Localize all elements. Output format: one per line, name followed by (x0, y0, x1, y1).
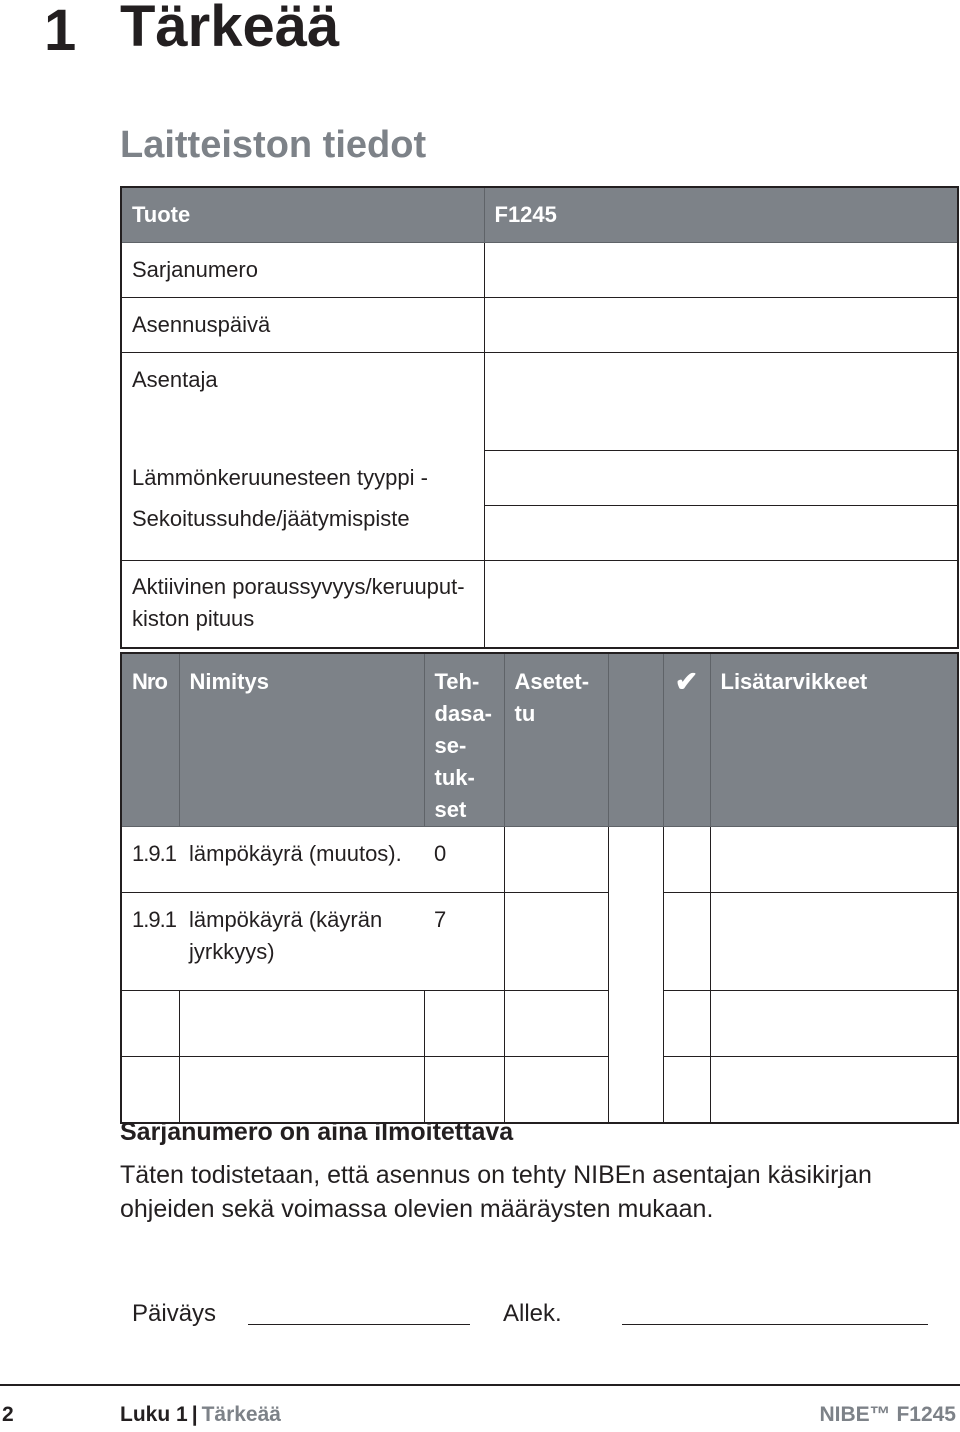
mixing-ratio-label: Sekoitussuhde/jäätymispiste (121, 506, 484, 561)
serial-number-label: Sarjanumero (121, 243, 484, 298)
installation-info-table (120, 186, 959, 649)
header-accessories: Lisätarvikkeet (710, 653, 958, 827)
row-factory-empty[interactable] (424, 1057, 504, 1124)
header-spacer (608, 653, 663, 827)
product-value: F1245 (484, 187, 958, 243)
accessory-name-field[interactable] (710, 1057, 958, 1124)
row-name-empty[interactable] (179, 1057, 424, 1124)
row-nr: 1.9.1 (121, 827, 179, 893)
footer-chapter-label: Luku 1 (120, 1403, 188, 1426)
accessory-name-field[interactable] (710, 893, 958, 991)
footer-product: NIBE™ F1245 (819, 1403, 956, 1426)
row-set-value[interactable] (504, 827, 608, 893)
product-label: Tuote (121, 187, 484, 243)
brine-type-label: Lämmönkeruunesteen tyyppi - (121, 451, 484, 506)
installation-date-label: Asennuspäivä (121, 298, 484, 353)
table-row (121, 893, 958, 991)
row-factory-empty[interactable] (424, 991, 504, 1057)
accessory-checkbox[interactable] (663, 893, 710, 991)
header-nr: Nro (121, 653, 179, 827)
footer-divider (0, 1384, 960, 1386)
mixing-ratio-field[interactable] (484, 506, 958, 561)
row-spacer (608, 893, 663, 991)
accessory-checkbox[interactable] (663, 1057, 710, 1124)
row-name: lämpökäyrä (käyrän jyrkkyys) (179, 893, 424, 991)
table-row (121, 243, 958, 298)
brine-type-field[interactable] (484, 451, 958, 506)
row-set-value[interactable] (504, 1057, 608, 1124)
table-row (121, 506, 958, 561)
table-row (121, 353, 958, 451)
chapter-title: Tärkeää (120, 0, 340, 59)
installation-date-field[interactable] (484, 298, 958, 353)
table-row (121, 561, 958, 649)
row-name-empty[interactable] (179, 991, 424, 1057)
date-label: Päiväys (132, 1300, 217, 1327)
row-spacer (608, 1057, 663, 1124)
row-name: lämpökäyrä (muutos). (179, 827, 424, 893)
borehole-depth-label: Aktiivinen poraussyvyys/keruuput- kiston pituus (121, 561, 484, 649)
accessory-checkbox[interactable] (663, 827, 710, 893)
installer-field[interactable] (484, 353, 958, 451)
checkmark-icon: ✔ (663, 653, 710, 827)
serial-number-field[interactable] (484, 243, 958, 298)
settings-table-header-row (121, 653, 958, 827)
footer-chapter (120, 1400, 281, 1430)
table-row (121, 991, 958, 1057)
row-set-value[interactable] (504, 991, 608, 1057)
signature-field[interactable] (622, 1324, 928, 1325)
section-title: Laitteiston tiedot (120, 124, 427, 166)
page-number: 2 (2, 1403, 14, 1426)
row-nr-empty[interactable] (121, 1057, 179, 1124)
table-row (121, 1057, 958, 1124)
chapter-number: 1 (44, 0, 77, 63)
info-table-header-row (121, 187, 958, 243)
header-set-value: Asetet- tu (504, 653, 608, 827)
row-set-value[interactable] (504, 893, 608, 991)
row-spacer (608, 827, 663, 893)
footer-chapter-name: Tärkeää (201, 1403, 281, 1426)
header-factory-setting: Teh- dasa- se- tuk- set (424, 653, 504, 827)
table-row (121, 827, 958, 893)
notice-body: Täten todistetaan, että asennus on tehty NIBEn asentajan käsikirjan ohjeiden sekä voimassa olevien määräysten mukaan. (120, 1161, 872, 1223)
table-row (121, 298, 958, 353)
table-row (121, 451, 958, 506)
row-factory-value: 7 (424, 893, 504, 991)
settings-table (120, 652, 959, 1124)
notice-title: Sarjanumero on aina ilmoitettava (120, 1118, 514, 1146)
borehole-depth-field[interactable] (484, 561, 958, 649)
installer-label: Asentaja (121, 353, 484, 451)
accessory-name-field[interactable] (710, 991, 958, 1057)
signature-label: Allek. (503, 1300, 562, 1327)
accessory-name-field[interactable] (710, 827, 958, 893)
row-spacer (608, 991, 663, 1057)
date-field[interactable] (248, 1324, 470, 1325)
footer-separator: | (191, 1403, 198, 1426)
row-nr: 1.9.1 (121, 893, 179, 991)
accessory-checkbox[interactable] (663, 991, 710, 1057)
header-name: Nimitys (179, 653, 424, 827)
row-factory-value: 0 (424, 827, 504, 893)
row-nr-empty[interactable] (121, 991, 179, 1057)
